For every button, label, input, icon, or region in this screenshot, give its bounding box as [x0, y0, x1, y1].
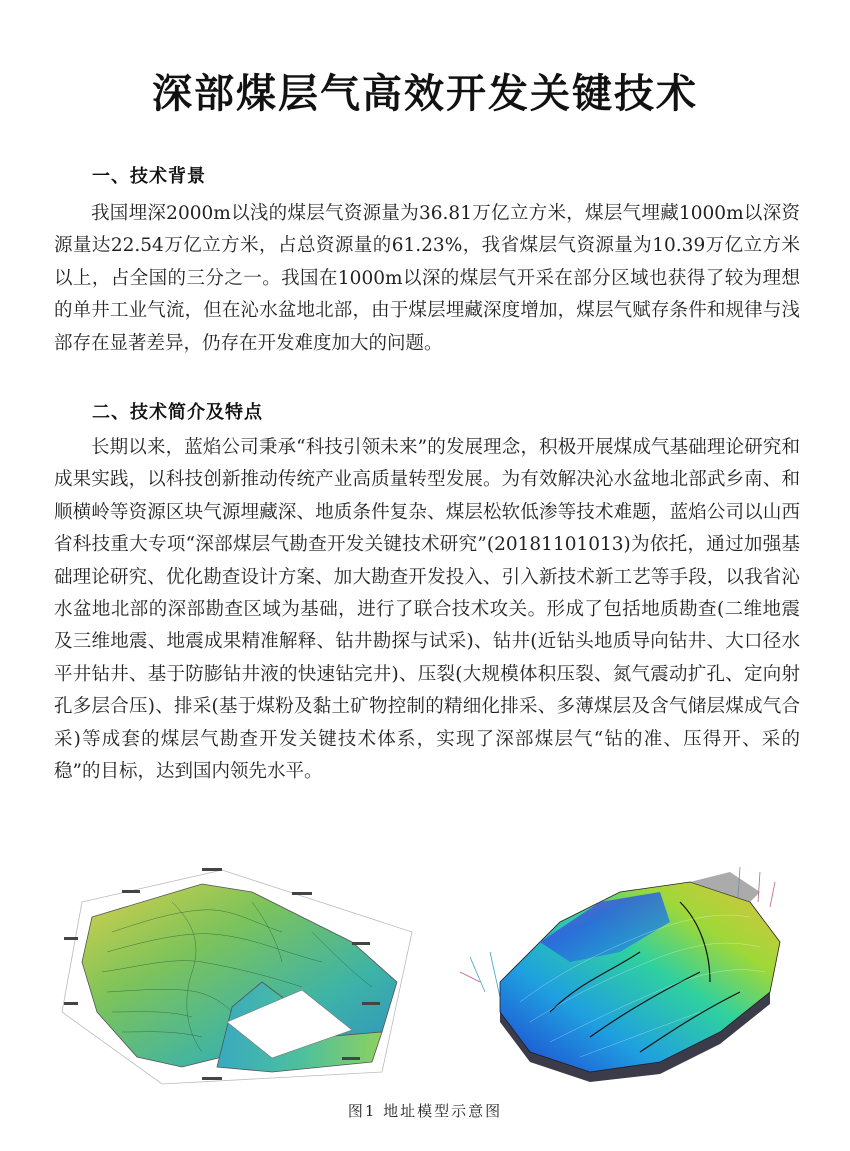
figure-caption: 图1 地址模型示意图 — [347, 1102, 503, 1120]
page-title: 深部煤层气高效开发关键技术 — [152, 70, 698, 117]
geologic-contour-map-image — [52, 862, 422, 1087]
geologic-3d-block-model-image — [440, 862, 800, 1087]
section-heading-background: 一、技术背景 — [92, 166, 206, 187]
section-paragraph-background: 我国埋深2000m以浅的煤层气资源量为36.81万亿立方米，煤层气埋藏1000m以深资源量达22.54万亿立方米，占总资源量的61.23%，我省煤层气资源量为10.39万亿立方米以上，占全国的三分之一。我国在1000m以深的煤层气开采在部分区域也获得了较为理想的单井工业气流，但在沁水盆地北部，由于煤层埋藏深度增加，煤层气赋存条件和规律与浅部存在显著差异，仍存在开发难度加大的问题。 — [54, 203, 800, 354]
section-heading-introduction: 二、技术简介及特点 — [92, 402, 263, 423]
section-paragraph-introduction: 长期以来，蓝焰公司秉承“科技引领未来”的发展理念，积极开展煤成气基础理论研究和成果实践，以科技创新推动传统产业高质量转型发展。为有效解决沁水盆地北部武乡南、和顺横岭等资源区块气源埋藏深、地质条件复杂、煤层松软低渗等技术难题，蓝焰公司以山西省科技重大专项“深部煤层气勘查开发关键技术研究”(20181101013)为依托，通过加强基础理论研究、优化勘查设计方案、加大勘查开发投入、引入新技术新工艺等手段，以我省沁水盆地北部的深部勘查区域为基础，进行了联合技术攻关。形成了包括地质勘查(二维地震及三维地震、地震成果精准解释、钻井勘探与试采)、钻井(近钻头地质导向钻井、大口径水平井钻井、基于防膨钻井液的快速钻完井)、压裂(大规模体积压裂、氮气震动扩孔、定向射孔多层合压)、排采(基于煤粉及黏土矿物控制的精细化排采、多薄煤层及含气储层煤成气合采)等成套的煤层气勘查开发关键技术体系，实现了深部煤层气“钻的准、压得开、采的稳”的目标，达到国内领先水平。 — [54, 437, 800, 783]
